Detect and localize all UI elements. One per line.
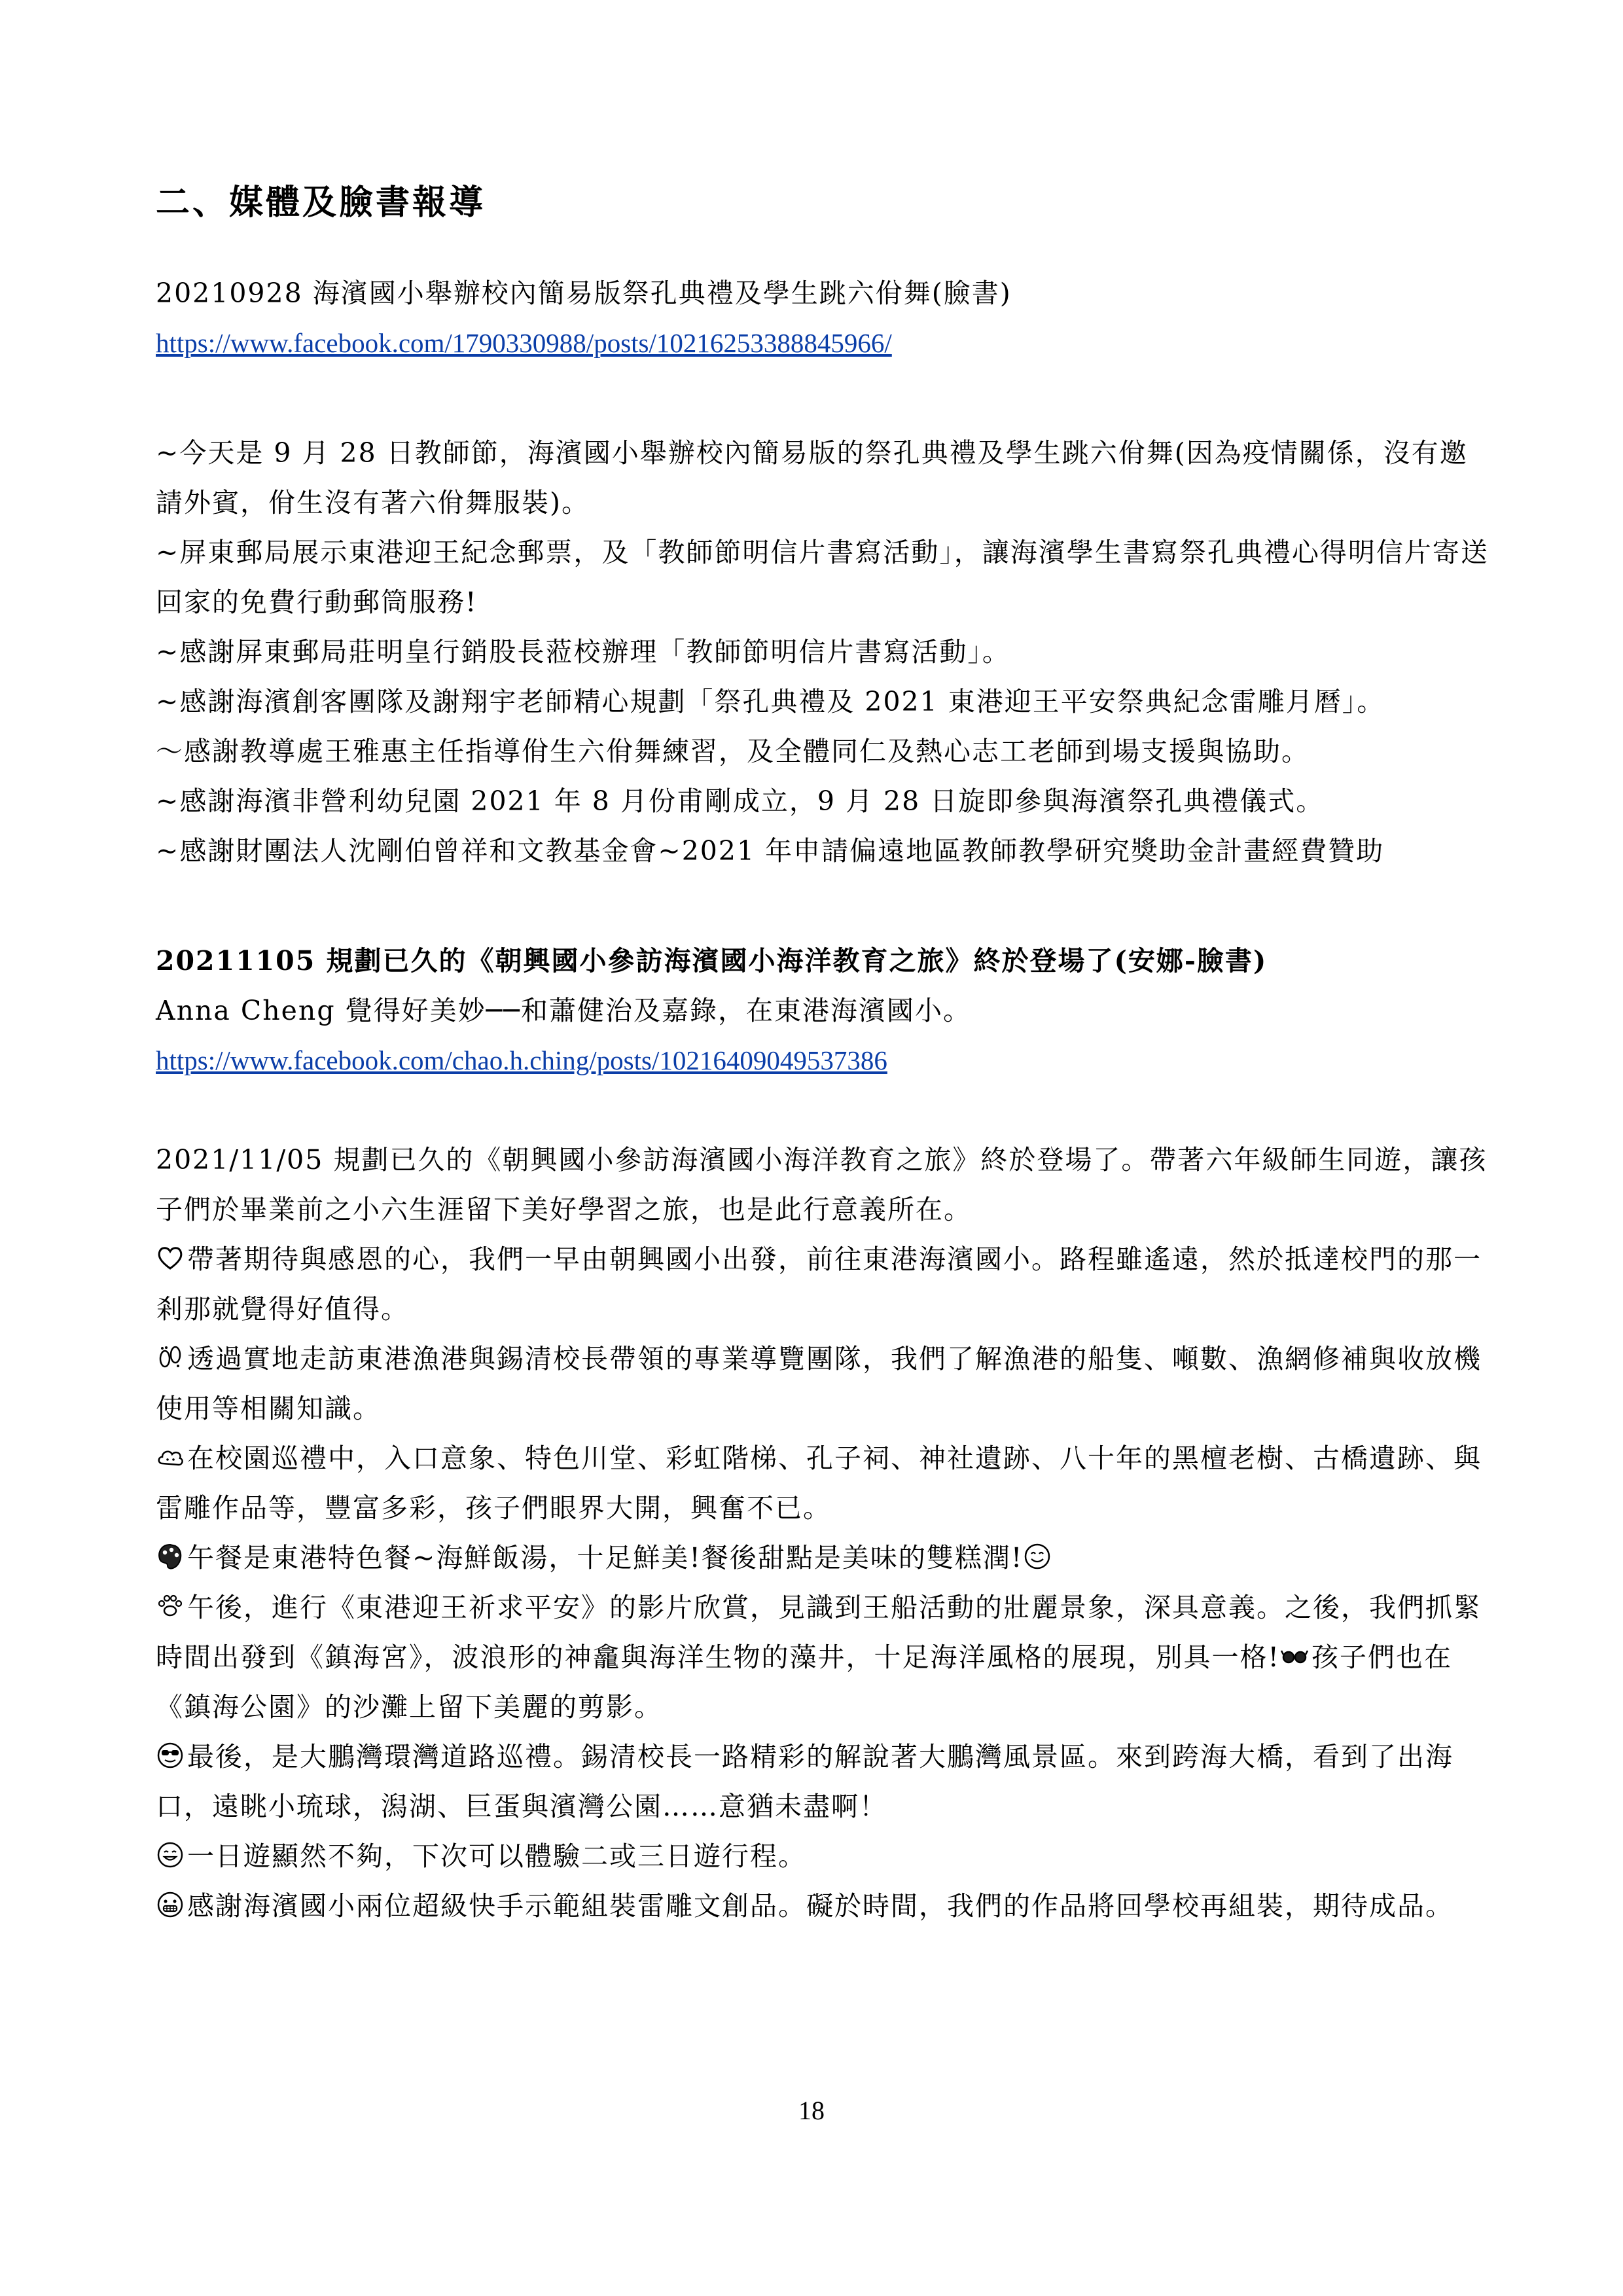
heart-icon: [156, 1244, 185, 1272]
post2-item-text: 一日遊顯然不夠，下次可以體驗二或三日遊行程。: [187, 1840, 806, 1872]
post2-intro: 2021/11/05 規劃已久的《朝興國小參訪海濱國小海洋教育之旅》終於登場了。帶著六年級師生同遊，讓孩子們於畢業前之小六生涯留下美好學習之旅，也是此行意義所在。: [156, 1144, 1488, 1225]
post1-paragraph: ~感謝財團法人沈剛伯曾祥和文教基金會~2021 年申請偏遠地區教師教學研究獎助金計畫經費贊助: [156, 835, 1385, 867]
post2-item: [156, 1234, 1491, 1334]
page-number: 18: [798, 2096, 825, 2125]
post2-item-text: 透過實地走訪東港漁港與錫清校長帶領的專業導覽團隊，我們了解漁港的船隻、噸數、漁網修補與收放機使用等相關知識。: [156, 1343, 1482, 1424]
post2-item-text-after: 孩子們也在《鎮海公園》的沙灘上留下美麗的剪影。: [156, 1641, 1452, 1723]
post2-heading: 20211105 規劃已久的《朝興國小參訪海濱國小海洋教育之旅》終於登場了(安娜-臉書): [156, 945, 1268, 977]
yum-face-icon: [1023, 1542, 1052, 1571]
post1-paragraph: ~感謝海濱創客團隊及謝翔宇老師精心規劃「祭孔典禮及 2021 東港迎王平安祭典紀念雷雕月曆」。: [156, 686, 1385, 717]
post2-item: [156, 1533, 1491, 1583]
cloud-icon: [156, 1443, 185, 1471]
post2-item-text: 最後，是大鵬灣環灣道路巡禮。錫清校長一路精彩的解說著大鵬灣風景區。來到跨海大橋，看到了出海口，遠眺小琉球，潟湖、巨蛋與濱灣公園……意猶未盡啊！: [156, 1741, 1454, 1822]
post1-paragraph: ~今天是 9 月 28 日教師節，海濱國小舉辦校內簡易版的祭孔典禮及學生跳六佾舞(因為疫情關係，沒有邀請外賓，佾生沒有著六佾舞服裝)。: [156, 437, 1468, 518]
post1-paragraph: ~感謝屏東郵局莊明皇行銷股長蒞校辦理「教師節明信片書寫活動」。: [156, 636, 1010, 668]
post2-item: [156, 1881, 1491, 1931]
post2-author-line: Anna Cheng 覺得好美妙──和蕭健治及嘉錄，在東港海濱國小。: [156, 995, 971, 1026]
post1-paragraph: ~感謝海濱非營利幼兒園 2021 年 8 月份甫剛成立，9 月 28 日旋即參與海濱祭孔典禮儀式。: [156, 785, 1325, 817]
post1-heading: 20210928 海濱國小舉辦校內簡易版祭孔典禮及學生跳六佾舞(臉書): [156, 278, 1012, 309]
post2-item: [156, 1831, 1491, 1881]
paw-icon: [156, 1592, 185, 1621]
grin-face-icon: [156, 1890, 185, 1919]
post2-link[interactable]: https://www.facebook.com/chao.h.ching/posts/10216409049537386: [156, 1045, 887, 1075]
post2-item-text: 午後，進行《東港迎王祈求平安》的影片欣賞，見識到王船活動的壯麗景象，深具意義。之後，我們抓緊時間出發到《鎮海宮》，波浪形的神龕與海洋生物的藻井，十足海洋風格的展現，別具一格!: [156, 1592, 1482, 1673]
palette-icon: [156, 1542, 185, 1571]
post2-item-text: 帶著期待與感恩的心，我們一早由朝興國小出發，前往東港海濱國小。路程雖遙遠，然於抵達校門的那一剎那就覺得好值得。: [156, 1244, 1482, 1325]
smile-face-icon: [156, 1840, 185, 1869]
sunglasses-face-icon: [156, 1741, 185, 1770]
post2-item-text: 感謝海濱國小兩位超級快手示範組裝雷雕文創品。礙於時間，我們的作品將回學校再組裝，期待成品。: [187, 1890, 1454, 1922]
post2-item-text: 午餐是東港特色餐~海鮮飯湯，十足鮮美!餐後甜點是美味的雙糕潤!: [187, 1542, 1024, 1573]
section-title: 二、媒體及臉書報導: [156, 183, 486, 223]
post2-item-text: 在校園巡禮中，入口意象、特色川堂、彩虹階梯、孔子祠、神社遺跡、八十年的黑檀老樹、古橋遺跡、與雷雕作品等，豐富多彩，孩子們眼界大開，興奮不已。: [156, 1443, 1482, 1524]
post2-item: [156, 1433, 1491, 1533]
glasses-icon: [1280, 1641, 1309, 1670]
post1-link[interactable]: https://www.facebook.com/1790330988/posts/10216253388845966/: [156, 328, 892, 358]
document-page: [156, 177, 1491, 1931]
post1-paragraph: ～感謝教導處王雅惠主任指導佾生六佾舞練習，及全體同仁及熱心志工老師到場支援與協助。: [156, 736, 1310, 767]
post1-paragraph: ~屏東郵局展示東港迎王紀念郵票，及「教師節明信片書寫活動」，讓海濱學生書寫祭孔典禮心得明信片寄送回家的免費行動郵筒服務!: [156, 537, 1489, 618]
post2-item: [156, 1583, 1491, 1732]
post2-item: [156, 1732, 1491, 1831]
post2-item: [156, 1334, 1491, 1433]
footprints-icon: [156, 1343, 185, 1372]
